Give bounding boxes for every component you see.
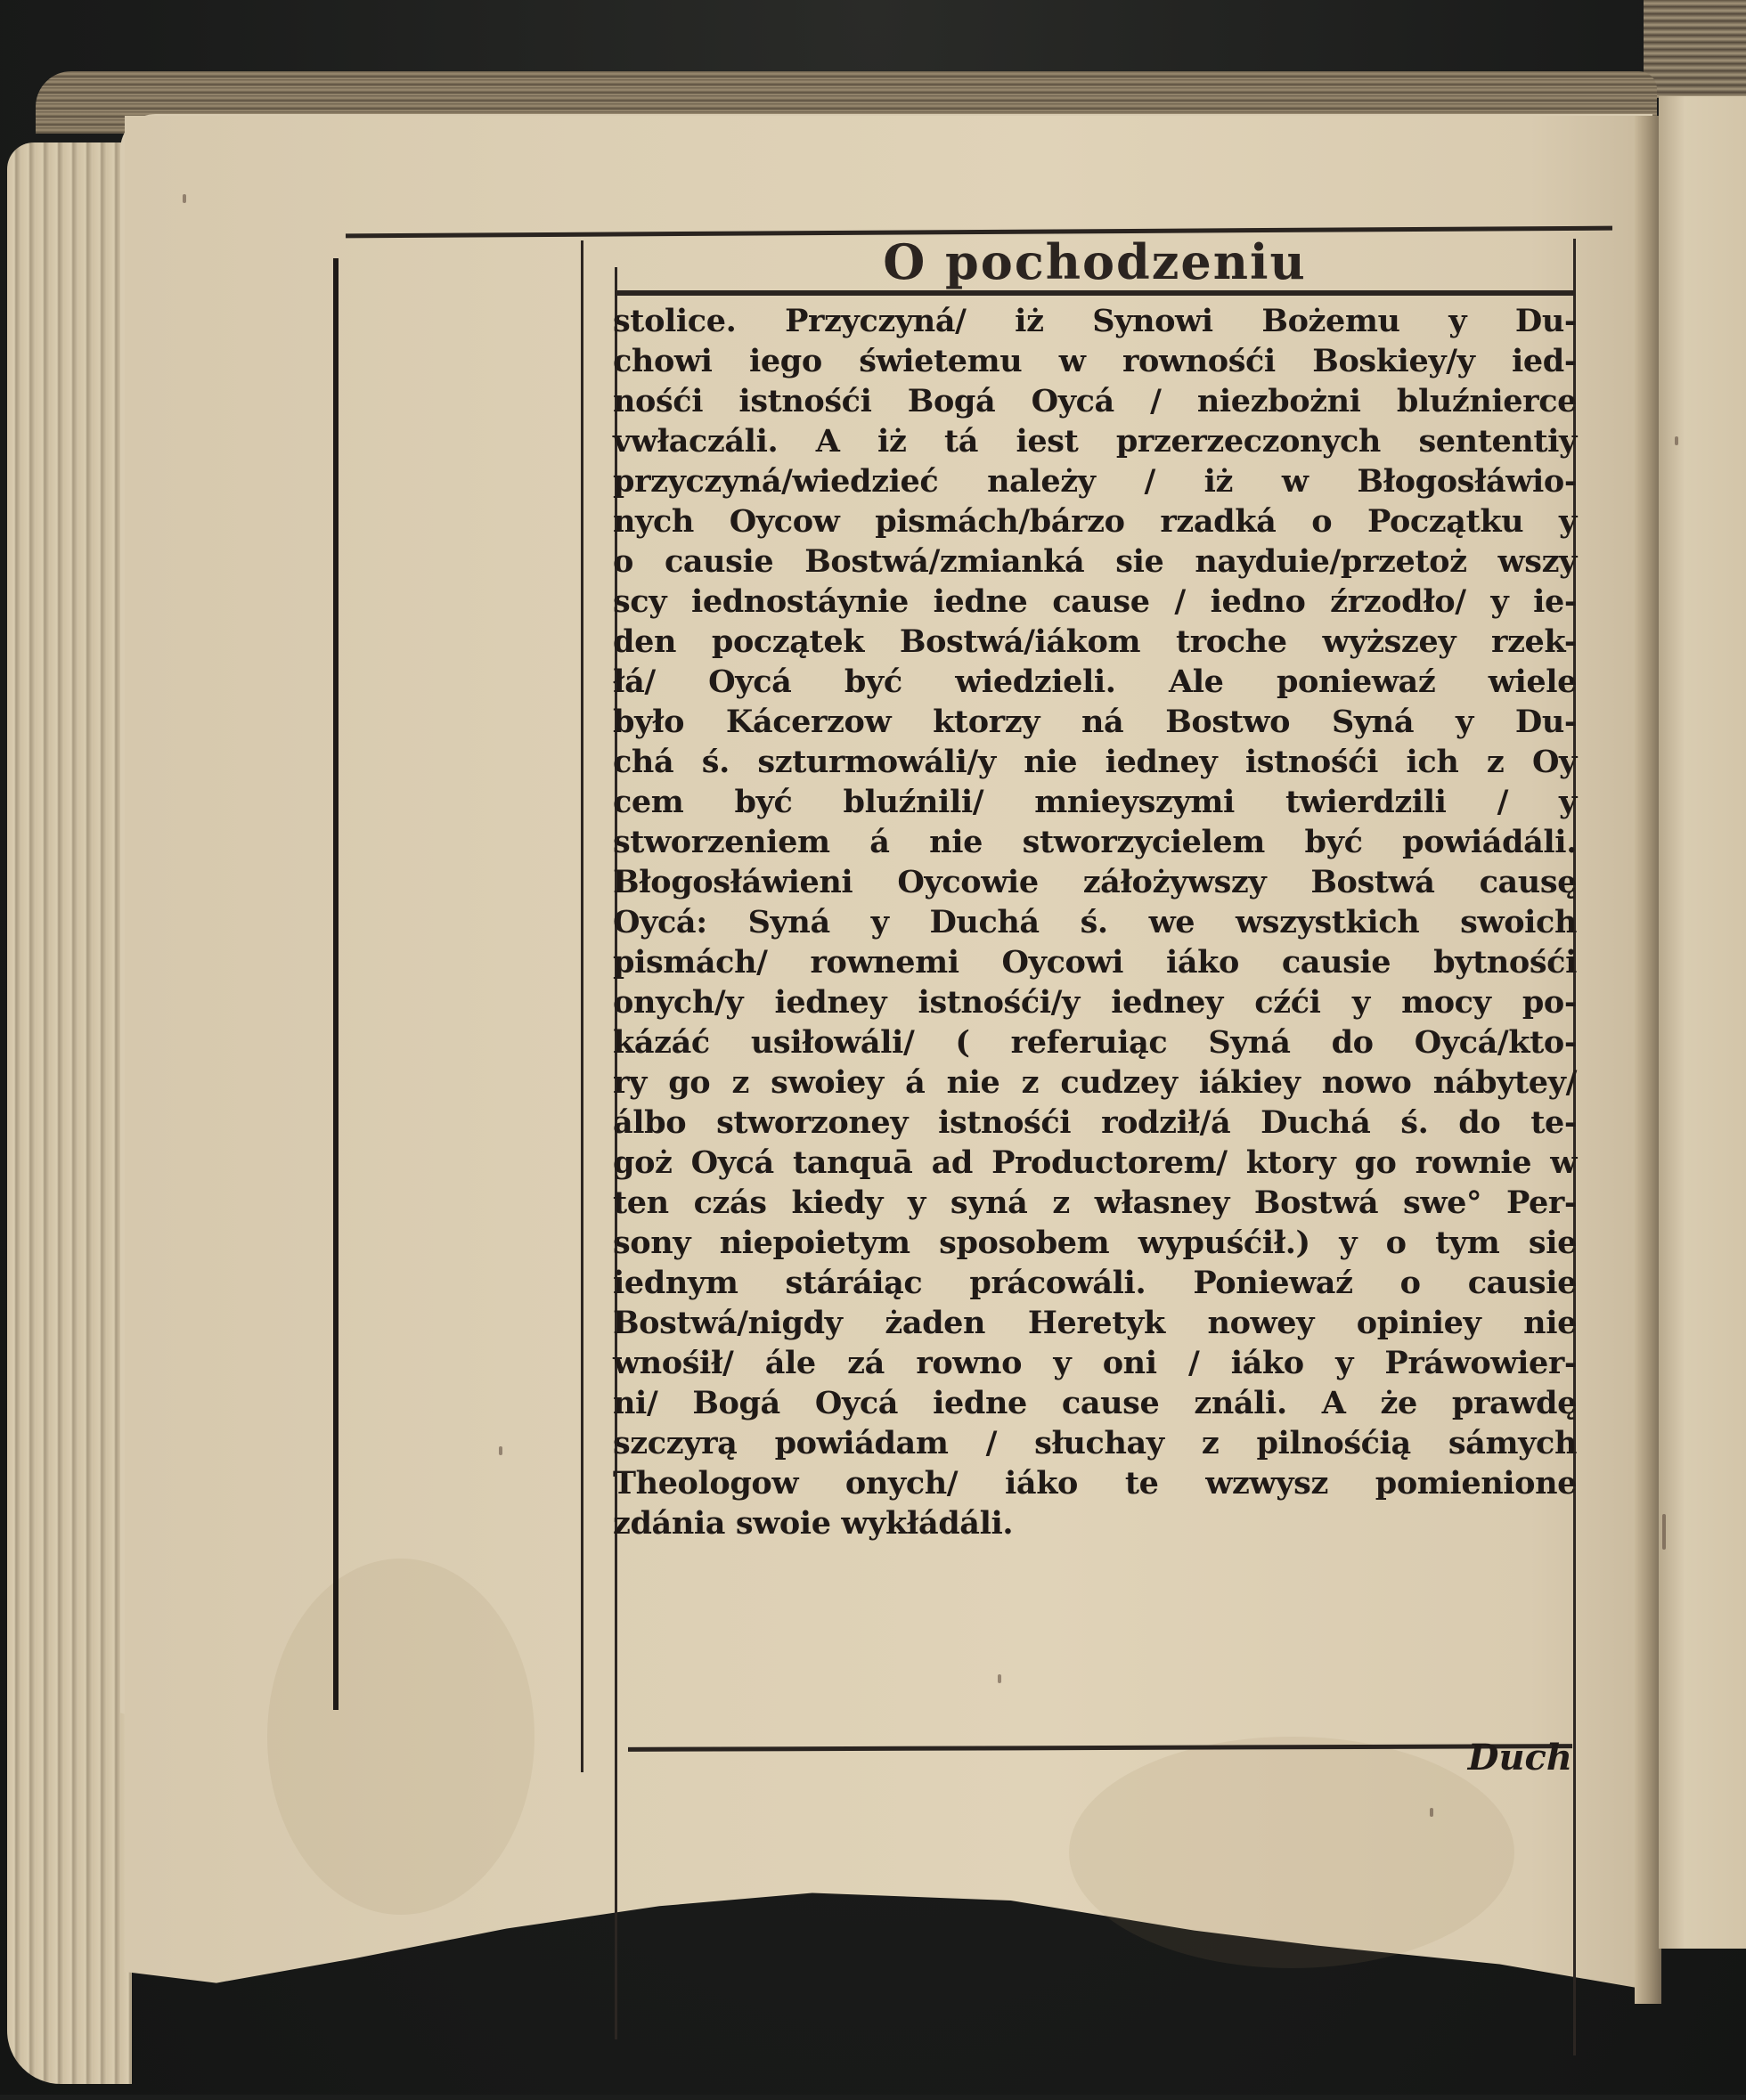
text-line: szczyrą powiádam / słuchay z pilnośćią sámych: [613, 1425, 1577, 1461]
gutter: [1635, 116, 1661, 2004]
text-line: scy iednostáynie iedne cause / iedno źrzodło/ y ie-: [613, 583, 1577, 620]
catchword: Duch: [1467, 1737, 1572, 1778]
text-line: ni/ Bogá Oycá iedne cause ználi. A że prawdę: [613, 1385, 1577, 1421]
text-line: nośći istnośći Bogá Oycá / niezbożni bluźnierce: [613, 383, 1577, 419]
facing-page: [1659, 96, 1746, 1949]
text-line: nych Oycow pismách/bárzo rzadká o Początku y: [613, 503, 1577, 540]
text-line: iednym stáráiąc prácowáli. Poniewaź o causie: [613, 1265, 1577, 1301]
text-line: den początek Bostwá/iákom troche wyższey rzek-: [613, 623, 1577, 660]
text-line: o causie Bostwá/zmianká sie nayduie/przetoż wszy: [613, 543, 1577, 580]
water-stain: [1069, 1737, 1514, 1968]
running-head: O pochodzeniu: [883, 233, 1307, 290]
text-line: chowi iego świetemu w rownośći Boskiey/y ied-: [613, 343, 1577, 379]
text-line: ten czás kiedy y syná z własney Bostwá swe° Per-: [613, 1184, 1577, 1221]
body-text: [609, 301, 1580, 1543]
text-line: ry go z swoiey á nie z cudzey iákiey nowo nábytey/: [613, 1064, 1577, 1101]
text-line: stolice. Przyczyná/ iż Synowi Bożemu y Du-: [613, 303, 1577, 339]
text-line: zdánia swoie wykłádáli.: [613, 1505, 1014, 1542]
text-line: Oycá: Syná y Duchá ś. we wszystkich swoich: [613, 904, 1577, 940]
text-line: Theologow onych/ iáko te wzwysz pomienione: [613, 1465, 1577, 1502]
text-line: Bostwá/nigdy żaden Heretyk nowey opiniey nie: [613, 1305, 1577, 1341]
margin-outer-rule: [333, 258, 339, 1710]
text-line: álbo stworzoney istnośći rodził/á Duchá ś. do te-: [613, 1104, 1577, 1141]
facing-page-edges: [1644, 0, 1746, 98]
text-line: pismách/ rownemi Oycowi iáko causie bytnośći: [613, 944, 1577, 981]
text-line: było Kácerzow ktorzy ná Bostwo Syná y Du-: [613, 704, 1577, 740]
text-line: wnośił/ ále zá rowno y oni / iáko y Práwowier-: [613, 1345, 1577, 1381]
text-line: onych/y iedney istnośći/y iedney cźći y mocy po-: [613, 984, 1577, 1021]
text-line: kázáć usiłowáli/ ( referuiąc Syná do Oycá/kto-: [613, 1024, 1577, 1061]
text-line: łá/ Oycá być wiedzieli. Ale poniewaź wiele: [613, 663, 1577, 700]
text-line: przyczyná/wiedzieć należy / iż w Błogosłáwio-: [613, 463, 1577, 500]
water-stain: [267, 1559, 534, 1915]
text-line: chá ś. szturmowáli/y nie iedney istnośći ich z Oy: [613, 744, 1577, 780]
text-line: Błogosłáwieni Oycowie záłożywszy Bostwá causę: [613, 864, 1577, 900]
text-line: vwłaczáli. A iż tá iest przerzeczonych sententiy: [613, 423, 1577, 460]
text-line: cem być bluźnili/ mnieyszymi twierdzili / y: [613, 784, 1577, 820]
text-line: sony niepoietym sposobem wypuśćił.) y o tym sie: [613, 1225, 1577, 1261]
header-underline-rule: [615, 290, 1575, 296]
text-line: goż Oycá tanquā ad Productorem/ ktory go rownie w: [613, 1144, 1577, 1181]
book-fore-edge: [7, 142, 132, 2084]
text-line: stworzeniem á nie stworzycielem być powiádáli.: [613, 824, 1577, 860]
margin-inner-rule: [581, 240, 583, 1772]
